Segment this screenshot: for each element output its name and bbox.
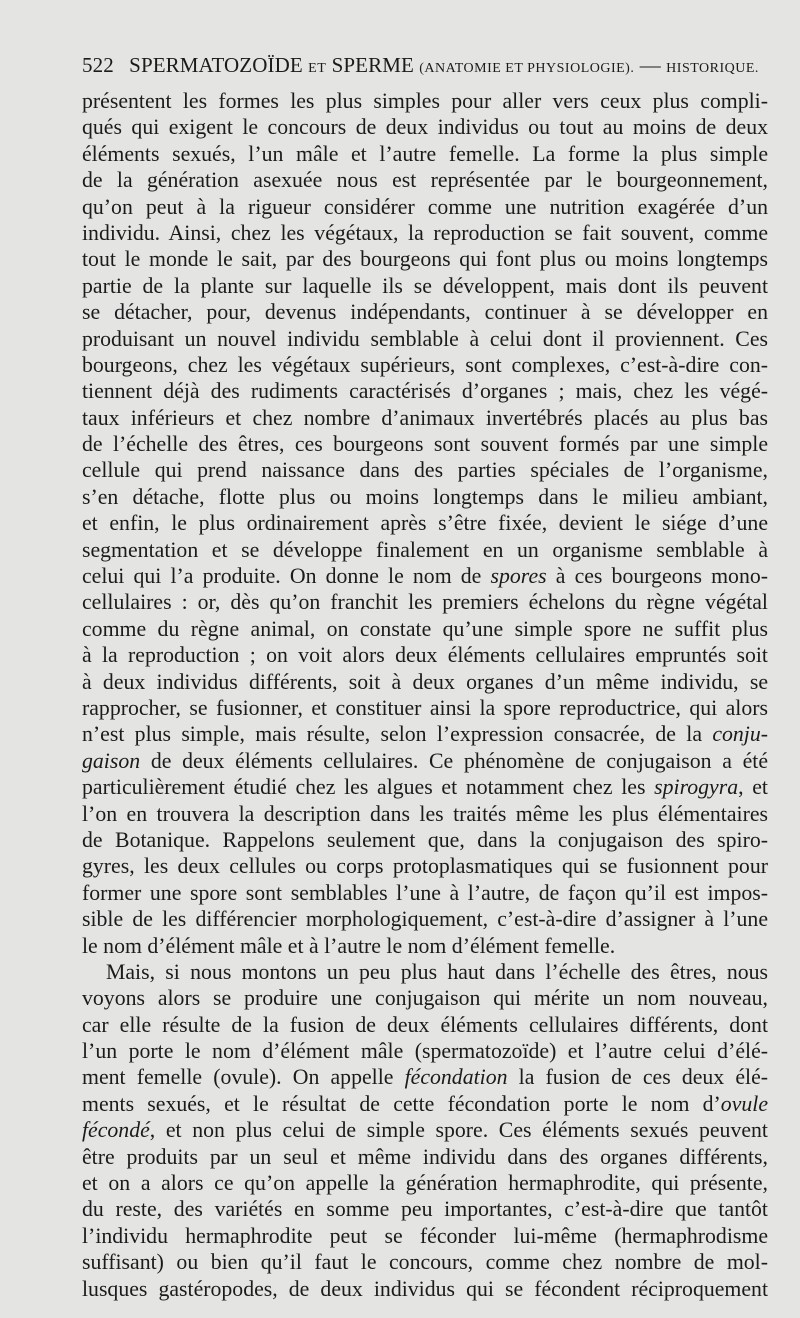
- text-line: individu. Ainsi, chez les végétaux, la reproduction se fait souvent, comme: [82, 220, 768, 245]
- text-line: qués qui exigent le concours de deux individus ou tout au moins de deux: [82, 115, 768, 140]
- italic-term: ovule: [720, 1091, 768, 1116]
- text-line: de Botanique. Rappelons seulement que, dans la conjugaison des spiro-: [82, 827, 768, 852]
- body-text: [82, 88, 768, 1302]
- text-line: produisant un nouvel individu semblable à celui dont il proviennent. Ces: [82, 326, 768, 351]
- text-line: à la reproduction ; on voit alors deux éléments cellulaires empruntés soit: [82, 643, 768, 668]
- text-run: , et: [738, 775, 768, 800]
- text-line: [82, 563, 768, 589]
- text-line: du reste, des variétés en somme peu importantes, c’est-à-dire que tantôt: [82, 1197, 768, 1222]
- header-section: HISTORIQUE.: [666, 61, 759, 76]
- header-title-et: ET: [308, 61, 327, 76]
- text-line: car elle résulte de la fusion de deux éléments cellulaires différents, dont: [82, 1012, 768, 1037]
- text-line: l’on en trouvera la description dans les traités même les plus élémentaires: [82, 801, 768, 826]
- text-line: [82, 1117, 768, 1143]
- text-line: rapprocher, se fusionner, et constituer ainsi la spore reproductrice, qui alors: [82, 695, 768, 720]
- text-run: la fusion de ces deux élé-: [507, 1065, 768, 1090]
- header-dash: —: [639, 53, 661, 77]
- text-run: n’est plus simple, mais résulte, selon l’expression consacrée, de la: [82, 722, 713, 747]
- text-line: gyres, les deux cellules ou corps protoplasmatiques qui se fusionnent pour: [82, 854, 768, 879]
- text-line: présentent les formes les plus simples pour aller vers ceux plus compli-: [82, 89, 768, 113]
- text-line: le nom d’élément mâle et à l’autre le nom d’élément femelle.: [82, 933, 616, 958]
- italic-term: spores: [490, 564, 547, 589]
- text-line: sible de les différencier morphologiquement, c’est-à-dire d’assigner à l’une: [82, 907, 768, 932]
- text-line: de l’échelle des êtres, ces bourgeons sont souvent formés par une simple: [82, 432, 768, 457]
- page-number: 522: [82, 53, 114, 77]
- italic-term: fécondation: [404, 1065, 508, 1090]
- header-subtitle: (ANATOMIE ET PHYSIOLOGIE).: [419, 61, 635, 76]
- text-line: éléments sexués, l’un mâle et l’autre femelle. La forme la plus simple: [82, 141, 768, 166]
- text-line: à deux individus différents, soit à deux organes d’un même individu, se: [82, 669, 768, 694]
- header-title-b: SPERME: [331, 53, 414, 77]
- text-line: s’en détache, flotte plus ou moins longtemps dans le milieu ambiant,: [82, 484, 768, 509]
- text-line: suffisant) ou bien qu’il faut le concours, comme chez nombre de mol-: [82, 1250, 768, 1275]
- text-line: cellule qui prend naissance dans des parties spéciales de l’organisme,: [82, 458, 768, 483]
- text-line: former une spore sont semblables l’une à l’autre, de façon qu’il est impos-: [82, 880, 768, 905]
- running-header: [82, 52, 768, 82]
- text-line: Mais, si nous montons un peu plus haut dans l’échelle des êtres, nous: [106, 959, 768, 984]
- text-line: [82, 721, 768, 747]
- text-line: tiennent déjà des rudiments caractérisés d’organes ; mais, chez les végé-: [82, 379, 768, 404]
- text-run: particulièrement étudié chez les algues et notamment chez les: [82, 775, 655, 800]
- text-line: l’individu hermaphrodite peut se féconder lui-même (hermaphrodisme: [82, 1223, 768, 1248]
- text-run: à ces bourgeons mono-: [546, 564, 768, 589]
- text-line: se détacher, pour, devenus indépendants, continuer à se développer en: [82, 300, 768, 325]
- text-line: segmentation et se développe finalement en un organisme semblable à: [82, 537, 768, 562]
- header-title-a: SPERMATOZOÏDE: [129, 53, 303, 77]
- text-run: ment femelle (ovule). On appelle: [82, 1065, 405, 1090]
- italic-term: gaison: [82, 748, 141, 773]
- italic-term: spirogyra: [654, 775, 739, 800]
- text-line: et enfin, le plus ordinairement après s’être fixée, devient le siége d’une: [82, 511, 768, 536]
- text-line: [82, 1091, 768, 1117]
- text-line: voyons alors se produire une conjugaison qui mérite un nom nouveau,: [82, 986, 768, 1011]
- text-line: taux inférieurs et chez nombre d’animaux invertébrés placés au plus bas: [82, 405, 768, 430]
- italic-term: conju-: [712, 722, 768, 747]
- text-run: de deux éléments cellulaires. Ce phénomène de conjugaison a été: [140, 748, 768, 773]
- text-line: lusques gastéropodes, de deux individus qui se fécondent réciproquement: [82, 1276, 768, 1301]
- text-line: l’un porte le nom d’élément mâle (spermatozoïde) et l’autre celui d’élé-: [82, 1039, 768, 1064]
- text-line: qu’on peut à la rigueur considérer comme une nutrition exagérée d’un: [82, 194, 768, 219]
- text-line: de la génération asexuée nous est représentée par le bourgeonnement,: [82, 168, 768, 193]
- text-line: [82, 1064, 768, 1090]
- text-line: être produits par un seul et même individu dans des organes différents,: [82, 1144, 768, 1169]
- text-line: comme du règne animal, on constate qu’une simple spore ne suffit plus: [82, 616, 768, 641]
- text-line: cellulaires : or, dès qu’on franchit les premiers échelons du règne végétal: [82, 590, 768, 615]
- text-line: et on a alors ce qu’on appelle la génération hermaphrodite, qui présente,: [82, 1171, 768, 1196]
- text-line: partie de la plante sur laquelle ils se développent, mais dont ils peuvent: [82, 273, 768, 298]
- text-run: , et non plus celui de simple spore. Ces éléments sexués peuvent: [149, 1118, 768, 1143]
- text-run: celui qui l’a produite. On donne le nom de: [82, 564, 491, 589]
- text-line: tout le monde le sait, par des bourgeons qui font plus ou moins longtemps: [82, 247, 768, 272]
- text-line: [82, 774, 768, 800]
- text-run: ments sexués, et le résultat de cette fécondation porte le nom d’: [82, 1091, 721, 1116]
- text-line: bourgeons, chez les végétaux supérieurs, sont complexes, c’est-à-dire con-: [82, 352, 768, 377]
- text-line: [82, 748, 768, 774]
- italic-term: fécondé: [82, 1118, 150, 1143]
